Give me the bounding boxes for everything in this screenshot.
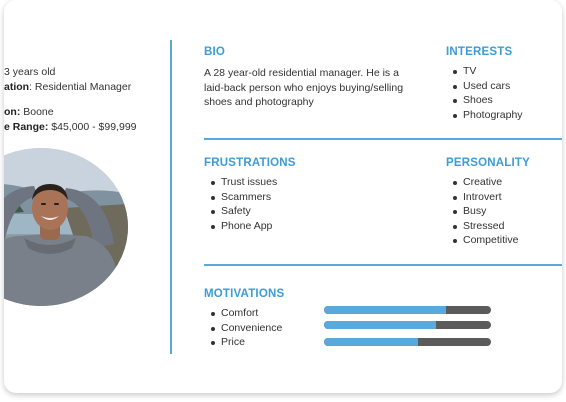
bio-text: A 28 year-old residential manager. He is a laid-back person who enjoys buying/selling shoes and photography bbox=[204, 67, 404, 108]
persona-card bbox=[4, 0, 562, 393]
location-label: on: bbox=[4, 106, 21, 118]
income-line bbox=[4, 121, 137, 133]
location-line bbox=[4, 106, 54, 118]
location-value: Boone bbox=[20, 106, 54, 118]
list-item: Trust issues bbox=[205, 175, 277, 190]
bio-heading: BIO bbox=[204, 46, 226, 58]
frustrations-list bbox=[205, 175, 277, 233]
list-item: Introvert bbox=[447, 190, 518, 205]
motivation-bar-fill bbox=[324, 306, 446, 314]
personality-heading: PERSONALITY bbox=[446, 157, 530, 169]
motivations-heading: MOTIVATIONS bbox=[204, 288, 285, 300]
list-item: Creative bbox=[447, 175, 518, 190]
vertical-divider bbox=[170, 40, 172, 354]
interests-list bbox=[447, 64, 523, 122]
list-item: Convenience bbox=[205, 321, 282, 336]
age-value: 3 years old bbox=[4, 66, 56, 78]
list-item: Price bbox=[205, 335, 282, 350]
list-item: TV bbox=[447, 64, 523, 79]
personality-list bbox=[447, 175, 518, 248]
section-divider-top bbox=[204, 138, 562, 140]
motivation-bar-fill bbox=[324, 338, 418, 346]
list-item: Phone App bbox=[205, 219, 277, 234]
persona-details bbox=[4, 0, 164, 393]
avatar bbox=[4, 148, 128, 306]
list-item: Competitive bbox=[447, 233, 518, 248]
section-divider-bottom bbox=[204, 264, 562, 266]
list-item: Comfort bbox=[205, 306, 282, 321]
income-value: $45,000 - $99,999 bbox=[48, 121, 137, 133]
list-item: Stressed bbox=[447, 219, 518, 234]
motivation-bar-fill bbox=[324, 321, 436, 329]
income-label: e Range: bbox=[4, 121, 49, 133]
list-item: Used cars bbox=[447, 79, 523, 94]
list-item: Scammers bbox=[205, 190, 277, 205]
occupation-line bbox=[4, 81, 131, 93]
interests-heading: INTERESTS bbox=[446, 46, 513, 58]
occupation-label: ation bbox=[4, 81, 30, 93]
occupation-value: : Residential Manager bbox=[29, 81, 132, 93]
avatar-photo bbox=[4, 148, 128, 306]
motivation-bar-convenience bbox=[324, 321, 491, 329]
age-line bbox=[4, 66, 55, 78]
list-item: Shoes bbox=[447, 93, 523, 108]
list-item: Safety bbox=[205, 204, 277, 219]
list-item: Photography bbox=[447, 108, 523, 123]
frustrations-heading: FRUSTRATIONS bbox=[204, 157, 296, 169]
motivation-bar-price bbox=[324, 338, 491, 346]
list-item: Busy bbox=[447, 204, 518, 219]
motivations-list bbox=[205, 306, 282, 350]
motivation-bar-comfort bbox=[324, 306, 491, 314]
